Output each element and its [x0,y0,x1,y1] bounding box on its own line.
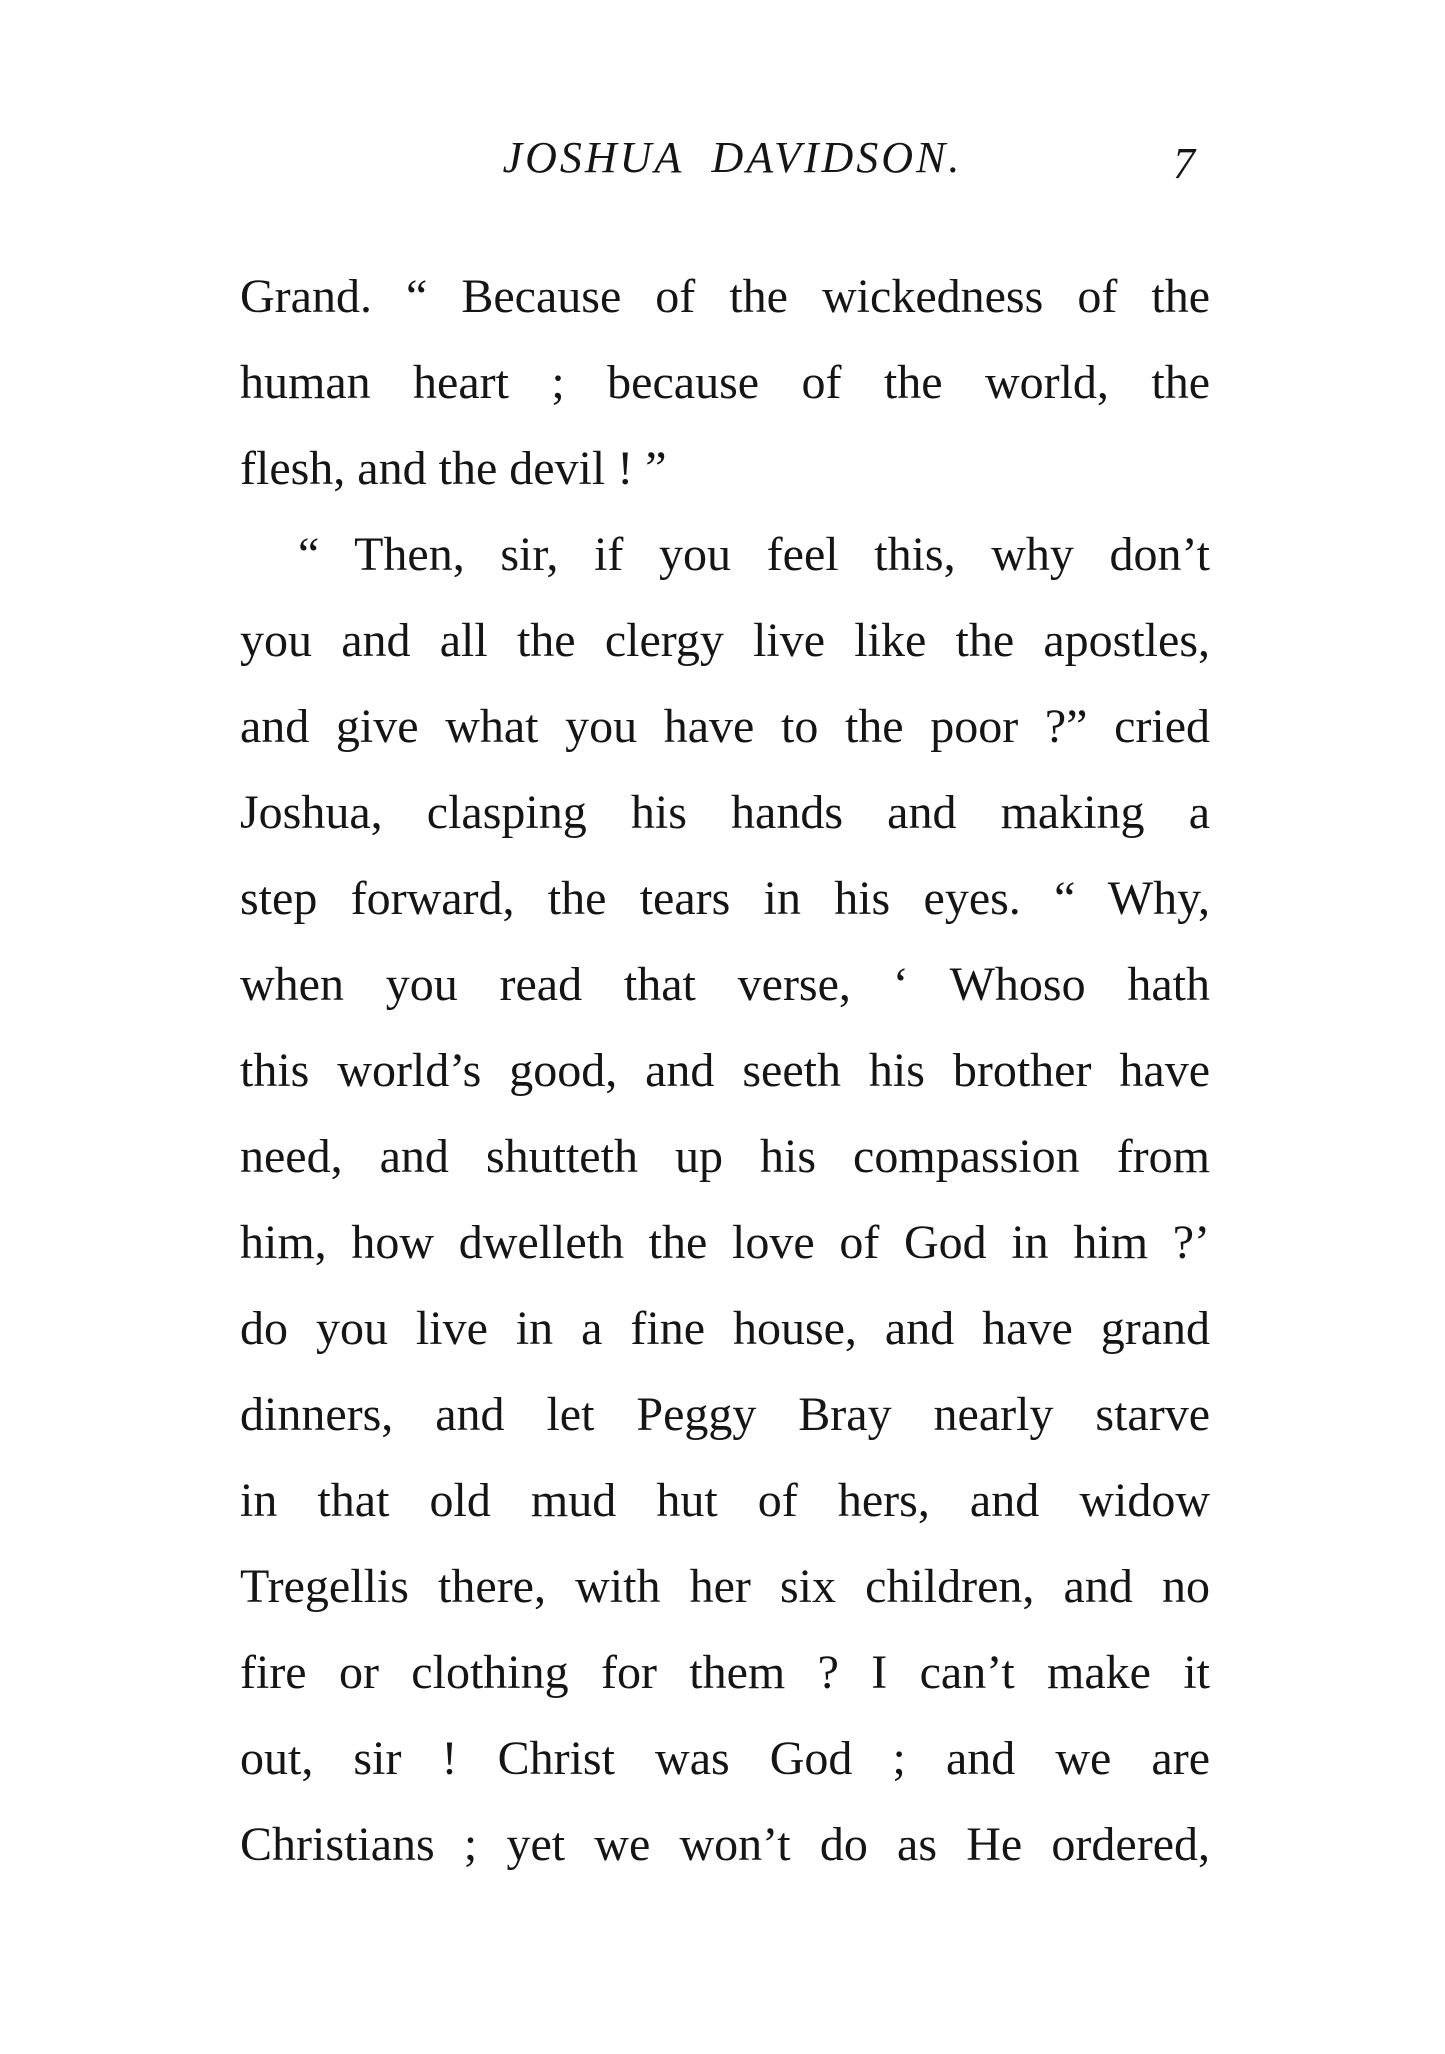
text-line: fire or clothing for them ? I can’t make it [240,1646,1210,1699]
text-line: this world’s good, and seeth his brother have [240,1044,1210,1097]
text-line: “ Then, sir, if you feel this, why don’t [298,528,1210,581]
text-line: when you read that verse, ‘ Whoso hath [240,958,1210,1011]
text-line: need, and shutteth up his compassion from [240,1130,1210,1183]
text-line: step forward, the tears in his eyes. “ Why, [240,872,1210,925]
text-line: Tregellis there, with her six children, and no [240,1560,1210,1613]
text-line: Grand. “ Because of the wickedness of the [240,270,1210,323]
running-title: JOSHUA DAVIDSON. [502,133,963,182]
text-line: dinners, and let Peggy Bray nearly starve [240,1388,1210,1441]
text-line: him, how dwelleth the love of God in him ?’ [240,1216,1210,1269]
text-line: out, sir ! Christ was God ; and we are [240,1732,1210,1785]
text-line: do you live in a fine house, and have grand [240,1302,1210,1355]
running-head [240,128,1225,188]
page-number: 7 [1173,139,1195,188]
text-line: Christians ; yet we won’t do as He ordered, [240,1818,1210,1871]
text-line: in that old mud hut of hers, and widow [240,1474,1210,1527]
text-line: and give what you have to the poor ?” cried [240,700,1210,753]
text-line: human heart ; because of the world, the [240,356,1210,409]
text-line: flesh, and the devil ! ” [240,442,667,495]
text-line: Joshua, clasping his hands and making a [240,786,1210,839]
text-line: you and all the clergy live like the apostles, [240,614,1210,667]
body-text [240,254,1210,1888]
